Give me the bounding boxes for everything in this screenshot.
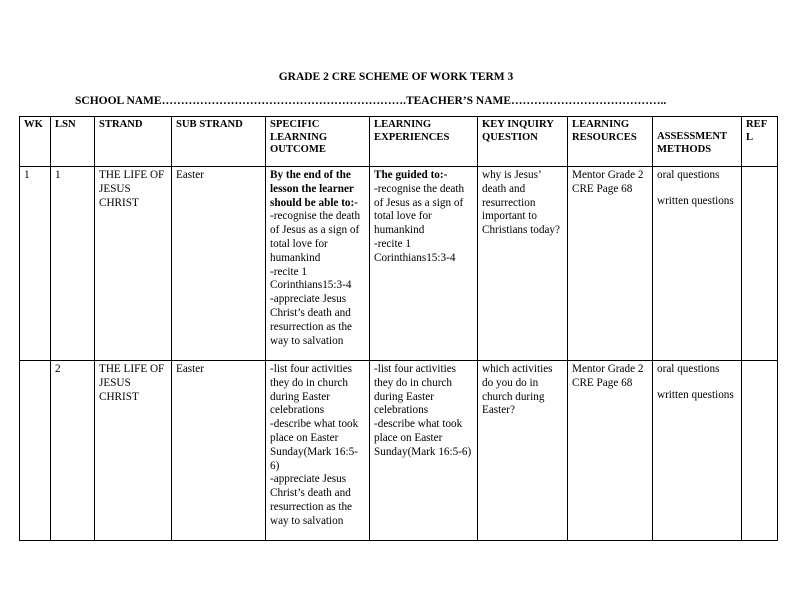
assessment-item: oral questions (657, 169, 720, 181)
outcome-item: -recite 1 Corinthians15:3-4 (270, 265, 352, 292)
cell-assessment-methods (653, 167, 742, 361)
cell-strand: THE LIFE OF JESUS CHRIST (95, 167, 172, 361)
experience-item: -list four activities they do in church during Easter celebrations (374, 363, 457, 417)
experience-item: -describe what took place on Easter Sunday(Mark 16:5-6) (374, 418, 472, 458)
cell-assessment-methods (653, 361, 742, 541)
cell-strand: THE LIFE OF JESUS CHRIST (95, 361, 172, 541)
outcome-item: -appreciate Jesus Christ’s death and resurrection as the way to salvation (270, 473, 353, 527)
cell-lsn: 1 (51, 167, 95, 361)
cell-sub-strand: Easter (172, 361, 266, 541)
cell-refl (742, 167, 778, 361)
header-strand: STRAND (95, 117, 172, 167)
assessment-item: written questions (657, 388, 734, 401)
outcome-item: -recognise the death of Jesus as a sign of total love for humankind (270, 210, 361, 264)
document-title: GRADE 2 CRE SCHEME OF WORK TERM 3 (278, 71, 514, 83)
school-teacher-line: SCHOOL NAME……………………………………………………….TEACHER’S NAME………………………………….. (75, 95, 667, 107)
table-header-row (20, 117, 778, 167)
cell-wk (20, 361, 51, 541)
outcome-item: -list four activities they do in church during Easter celebrations (270, 363, 353, 417)
cell-sub-strand: Easter (172, 167, 266, 361)
cell-lsn: 2 (51, 361, 95, 541)
cell-key-inquiry-question: why is Jesus’ death and resurrection important to Christians today? (478, 167, 568, 361)
table-row (20, 167, 778, 361)
header-sub-strand: SUB STRAND (172, 117, 266, 167)
cell-specific-learning-outcome (266, 361, 370, 541)
outcome-item: -describe what took place on Easter Sunday(Mark 16:5-6) (270, 418, 359, 472)
cell-key-inquiry-question: which activities do you do in church during Easter? (478, 361, 568, 541)
cell-learning-resources: Mentor Grade 2 CRE Page 68 (568, 361, 653, 541)
header-lsn: LSN (51, 117, 95, 167)
header-specific-learning-outcome: SPECIFIC LEARNING OUTCOME (266, 117, 370, 167)
header-key-inquiry-question: KEY INQUIRY QUESTION (478, 117, 568, 167)
cell-specific-learning-outcome (266, 167, 370, 361)
header-learning-resources: LEARNING RESOURCES (568, 117, 653, 167)
experiences-intro: The guided to:- (374, 169, 448, 181)
cell-learning-experiences (370, 361, 478, 541)
assessment-item: oral questions (657, 363, 720, 375)
header-assessment-methods: ASSESSMENT METHODS (653, 117, 742, 167)
outcome-item: -appreciate Jesus Christ’s death and resurrection as the way to salvation (270, 293, 353, 347)
cell-learning-experiences (370, 167, 478, 361)
outcome-intro: By the end of the lesson the learner should be able to:- (270, 169, 358, 209)
experience-item: -recognise the death of Jesus as a sign of total love for humankind (374, 182, 465, 237)
experience-item: -recite 1 Corinthians15:3-4 (374, 237, 456, 264)
scheme-of-work-table (19, 116, 778, 541)
header-refl: REFL (742, 117, 778, 167)
cell-refl (742, 361, 778, 541)
header-learning-experiences: LEARNING EXPERIENCES (370, 117, 478, 167)
header-wk: WK (20, 117, 51, 167)
assessment-item: written questions (657, 194, 734, 207)
table-row (20, 361, 778, 541)
cell-learning-resources: Mentor Grade 2 CRE Page 68 (568, 167, 653, 361)
cell-wk: 1 (20, 167, 51, 361)
